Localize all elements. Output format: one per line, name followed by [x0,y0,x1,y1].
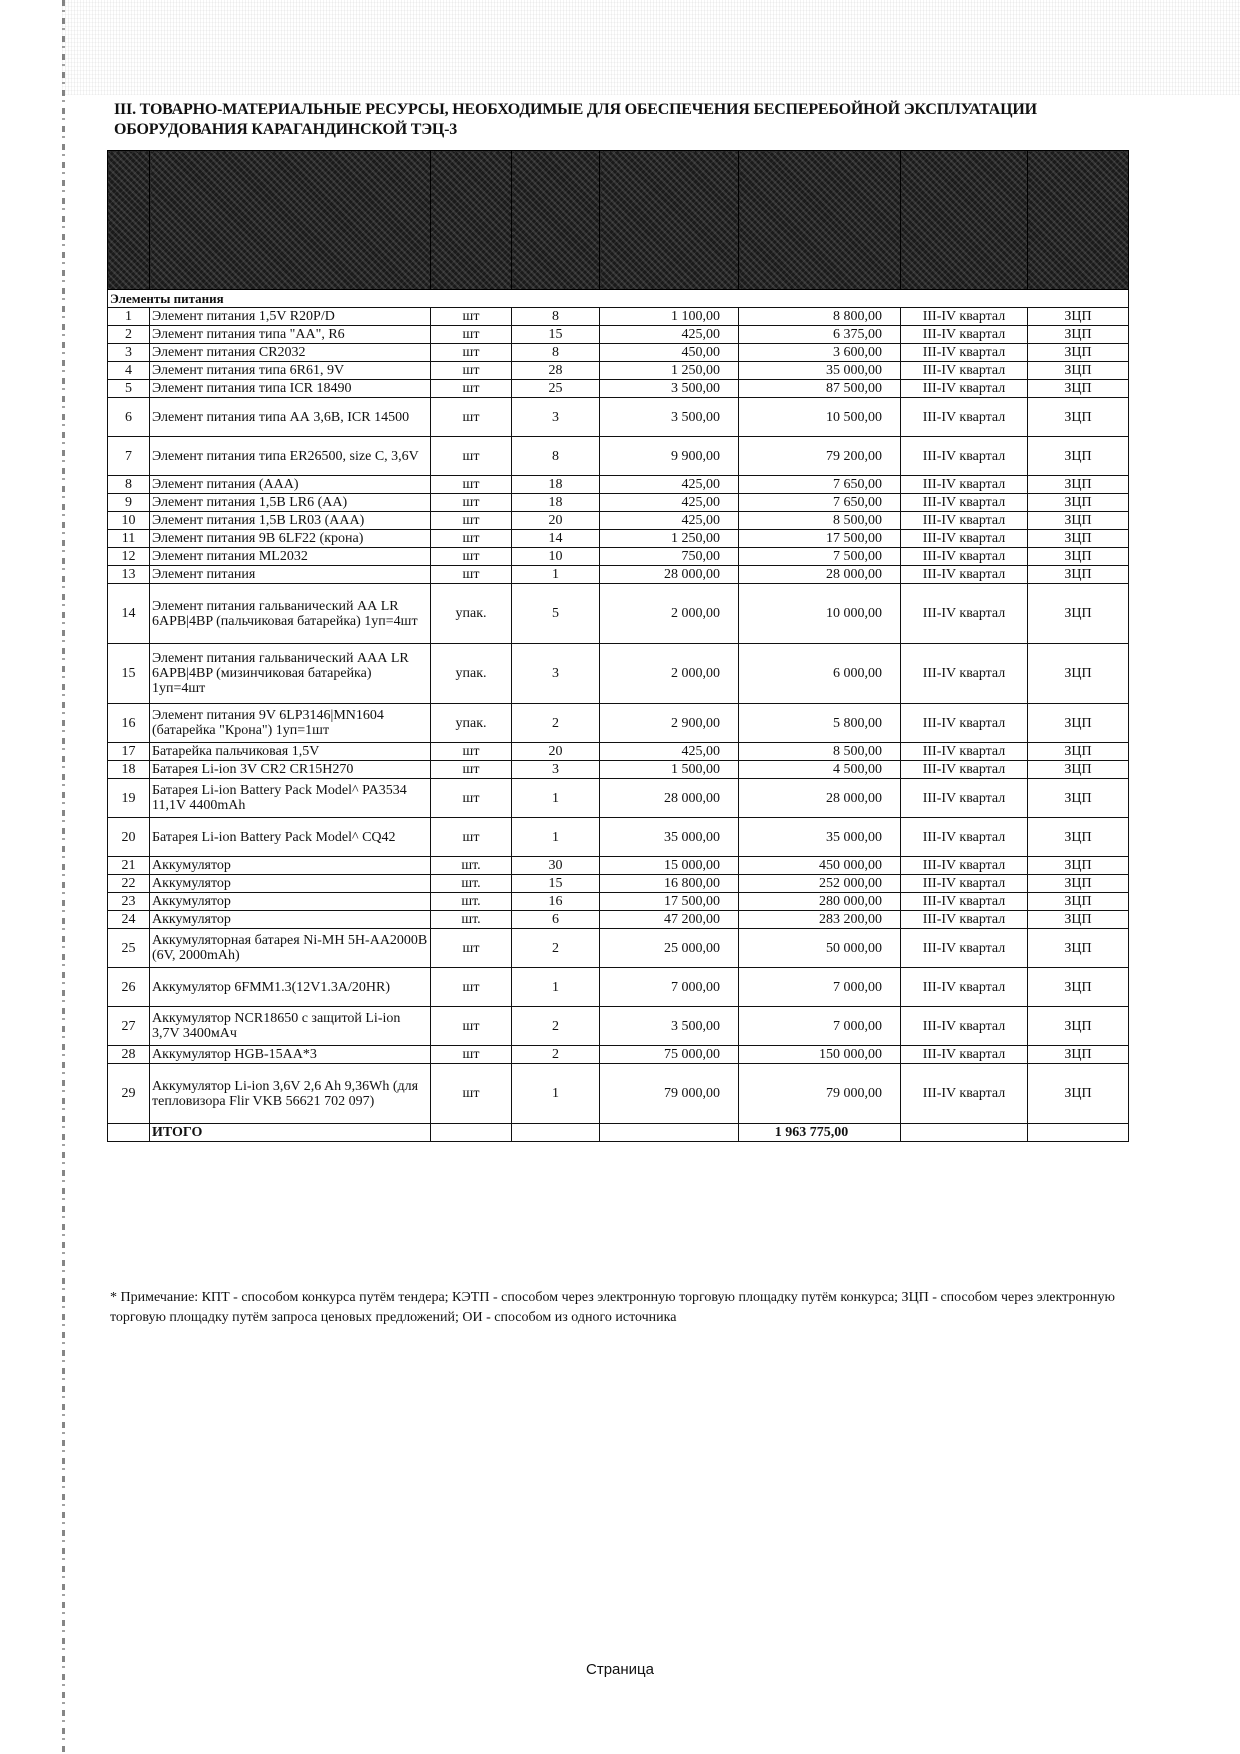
cell-period: III-IV квартал [901,704,1028,743]
cell-unit: шт [431,437,512,476]
cell-unit: шт [431,494,512,512]
cell-n: 24 [108,911,150,929]
table-row [108,929,1129,968]
cell-n: 16 [108,704,150,743]
cell-qty: 16 [512,893,600,911]
cell-n: 26 [108,968,150,1007]
section-row [108,290,1129,308]
cell-name: Батарея Li-ion Battery Pack Model^ PA3534 11,1V 4400mAh [150,779,431,818]
total-empty-cell [431,1124,512,1142]
table-row [108,398,1129,437]
cell-method: ЗЦП [1028,929,1129,968]
cell-period: III-IV квартал [901,743,1028,761]
cell-unit: упак. [431,704,512,743]
footnote: * Примечание: КПТ - способом конкурса путём тендера; КЭТП - способом через электронную торговую площадку путём конкурса; ЗЦП - способом через электронную торговую площадку путём запроса ценовых предложений; ОИ - способом из одного источника [110,1290,1115,1325]
cell-method: ЗЦП [1028,584,1129,644]
cell-name: Элемент питания 9В 6LF22 (крона) [150,530,431,548]
document-title: III. ТОВАРНО-МАТЕРИАЛЬНЫЕ РЕСУРСЫ, НЕОБХОДИМЫЕ ДЛЯ ОБЕСПЕЧЕНИЯ БЕСПЕРЕБОЙНОЙ ЭКСПЛУАТАЦИИ ОБОРУДОВАНИЯ КАРАГАНДИНСКОЙ ТЭЦ-3 [114,101,1037,138]
cell-sum: 8 500,00 [739,512,901,530]
cell-period: III-IV квартал [901,857,1028,875]
cell-qty: 20 [512,743,600,761]
cell-period: III-IV квартал [901,494,1028,512]
cell-sum: 150 000,00 [739,1046,901,1064]
cell-period: III-IV квартал [901,968,1028,1007]
cell-unit: шт. [431,857,512,875]
cell-name: Батарейка пальчиковая 1,5V [150,743,431,761]
table-row [108,1007,1129,1046]
cell-price: 16 800,00 [600,875,739,893]
table-row [108,875,1129,893]
cell-qty: 15 [512,326,600,344]
cell-unit: шт [431,362,512,380]
cell-method: ЗЦП [1028,530,1129,548]
cell-method: ЗЦП [1028,911,1129,929]
cell-name: Элемент питания (ААА) [150,476,431,494]
cell-n: 5 [108,380,150,398]
table-row [108,362,1129,380]
scan-edge [62,0,65,1754]
cell-sum: 7 650,00 [739,476,901,494]
cell-n: 10 [108,512,150,530]
total-empty-cell [1028,1124,1129,1142]
cell-price: 2 000,00 [600,584,739,644]
table-row [108,818,1129,857]
cell-qty: 10 [512,548,600,566]
cell-sum: 17 500,00 [739,530,901,548]
cell-unit: шт [431,476,512,494]
cell-unit: шт [431,380,512,398]
table-row [108,704,1129,743]
cell-qty: 6 [512,911,600,929]
cell-method: ЗЦП [1028,566,1129,584]
cell-name: Элемент питания гальванический ААА LR 6APB|4BP (мизинчиковая батарейка) 1уп=4шт [150,644,431,704]
cell-qty: 2 [512,1046,600,1064]
cell-period: III-IV квартал [901,530,1028,548]
cell-qty: 14 [512,530,600,548]
cell-sum: 79 200,00 [739,437,901,476]
cell-n: 9 [108,494,150,512]
cell-method: ЗЦП [1028,761,1129,779]
cell-sum: 7 500,00 [739,548,901,566]
cell-method: ЗЦП [1028,704,1129,743]
cell-period: III-IV квартал [901,875,1028,893]
cell-method: ЗЦП [1028,344,1129,362]
cell-price: 7 000,00 [600,968,739,1007]
total-empty-cell [108,1124,150,1142]
cell-price: 35 000,00 [600,818,739,857]
cell-method: ЗЦП [1028,968,1129,1007]
cell-sum: 10 000,00 [739,584,901,644]
cell-name: Аккумулятор NCR18650 с защитой Li-ion 3,7V 3400мАч [150,1007,431,1046]
cell-qty: 5 [512,584,600,644]
cell-n: 6 [108,398,150,437]
cell-method: ЗЦП [1028,1064,1129,1124]
cell-name: Аккумулятор [150,875,431,893]
cell-n: 8 [108,476,150,494]
cell-method: ЗЦП [1028,1046,1129,1064]
table-row [108,779,1129,818]
cell-unit: шт. [431,911,512,929]
cell-price: 425,00 [600,743,739,761]
cell-sum: 6 375,00 [739,326,901,344]
cell-method: ЗЦП [1028,875,1129,893]
cell-price: 75 000,00 [600,1046,739,1064]
cell-sum: 8 800,00 [739,308,901,326]
cell-period: III-IV квартал [901,566,1028,584]
cell-sum: 252 000,00 [739,875,901,893]
table-row [108,644,1129,704]
cell-n: 18 [108,761,150,779]
cell-name: Элемент питания 9V 6LP3146|MN1604 (батарейка "Крона") 1уп=1шт [150,704,431,743]
cell-sum: 50 000,00 [739,929,901,968]
cell-name: Аккумуляторная батарея Ni-MH 5H-AA2000B (6V, 2000mAh) [150,929,431,968]
cell-n: 11 [108,530,150,548]
cell-name: Элемент питания типа 6R61, 9V [150,362,431,380]
cell-sum: 28 000,00 [739,566,901,584]
cell-name: Аккумулятор [150,911,431,929]
cell-n: 20 [108,818,150,857]
resources-table [107,150,1129,1142]
cell-period: III-IV квартал [901,911,1028,929]
cell-method: ЗЦП [1028,437,1129,476]
cell-unit: шт [431,566,512,584]
cell-unit: упак. [431,584,512,644]
cell-sum: 28 000,00 [739,779,901,818]
cell-method: ЗЦП [1028,644,1129,704]
cell-period: III-IV квартал [901,761,1028,779]
cell-n: 19 [108,779,150,818]
page-footer: Страница [586,1661,654,1678]
cell-period: III-IV квартал [901,584,1028,644]
cell-price: 1 500,00 [600,761,739,779]
cell-method: ЗЦП [1028,818,1129,857]
cell-price: 9 900,00 [600,437,739,476]
cell-period: III-IV квартал [901,398,1028,437]
cell-n: 23 [108,893,150,911]
cell-qty: 2 [512,1007,600,1046]
cell-unit: шт [431,548,512,566]
cell-name: Элемент питания типа АА 3,6В, ICR 14500 [150,398,431,437]
cell-sum: 4 500,00 [739,761,901,779]
cell-price: 1 250,00 [600,530,739,548]
table-row [108,437,1129,476]
cell-qty: 25 [512,380,600,398]
cell-n: 1 [108,308,150,326]
cell-period: III-IV квартал [901,512,1028,530]
cell-unit: шт [431,326,512,344]
cell-sum: 7 000,00 [739,968,901,1007]
table-row [108,584,1129,644]
table-row [108,857,1129,875]
table-row [108,1064,1129,1124]
cell-method: ЗЦП [1028,512,1129,530]
cell-unit: шт [431,512,512,530]
cell-name: Аккумулятор Li-ion 3,6V 2,6 Ah 9,36Wh (для тепловизора Flir VKB 56621 702 097) [150,1064,431,1124]
cell-price: 47 200,00 [600,911,739,929]
cell-name: Батарея Li-ion Battery Pack Model^ CQ42 [150,818,431,857]
cell-n: 14 [108,584,150,644]
cell-sum: 10 500,00 [739,398,901,437]
cell-qty: 28 [512,362,600,380]
cell-price: 25 000,00 [600,929,739,968]
cell-period: III-IV квартал [901,380,1028,398]
cell-price: 425,00 [600,512,739,530]
cell-n: 15 [108,644,150,704]
total-sum: 1 963 775,00 [739,1124,901,1142]
cell-sum: 87 500,00 [739,380,901,398]
cell-price: 450,00 [600,344,739,362]
cell-unit: шт. [431,875,512,893]
cell-name: Аккумулятор 6FMM1.3(12V1.3A/20HR) [150,968,431,1007]
cell-method: ЗЦП [1028,548,1129,566]
cell-price: 79 000,00 [600,1064,739,1124]
cell-price: 425,00 [600,476,739,494]
table-row [108,911,1129,929]
cell-sum: 3 600,00 [739,344,901,362]
cell-sum: 280 000,00 [739,893,901,911]
cell-n: 4 [108,362,150,380]
cell-sum: 8 500,00 [739,743,901,761]
cell-method: ЗЦП [1028,380,1129,398]
cell-qty: 20 [512,512,600,530]
cell-qty: 8 [512,308,600,326]
cell-unit: шт [431,818,512,857]
cell-unit: упак. [431,644,512,704]
cell-price: 28 000,00 [600,566,739,584]
cell-period: III-IV квартал [901,1046,1028,1064]
cell-method: ЗЦП [1028,494,1129,512]
cell-name: Элемент питания гальванический АА LR 6APB|4BP (пальчиковая батарейка) 1уп=4шт [150,584,431,644]
cell-unit: шт [431,530,512,548]
total-row [108,1124,1129,1142]
cell-sum: 7 000,00 [739,1007,901,1046]
cell-period: III-IV квартал [901,362,1028,380]
cell-sum: 283 200,00 [739,911,901,929]
cell-sum: 7 650,00 [739,494,901,512]
cell-unit: шт [431,344,512,362]
cell-qty: 30 [512,857,600,875]
cell-unit: шт [431,1064,512,1124]
cell-qty: 3 [512,761,600,779]
cell-name: Элемент питания [150,566,431,584]
table-row [108,530,1129,548]
cell-sum: 35 000,00 [739,818,901,857]
cell-qty: 8 [512,344,600,362]
total-empty-cell [600,1124,739,1142]
cell-qty: 2 [512,704,600,743]
cell-name: Аккумулятор [150,893,431,911]
cell-name: Элемент питания типа ICR 18490 [150,380,431,398]
cell-unit: шт [431,743,512,761]
table-row [108,476,1129,494]
cell-name: Батарея Li-ion 3V CR2 CR15H270 [150,761,431,779]
cell-n: 2 [108,326,150,344]
cell-name: Элемент питания типа ER26500, size C, 3,6V [150,437,431,476]
table-row [108,512,1129,530]
cell-unit: шт. [431,893,512,911]
cell-qty: 3 [512,398,600,437]
cell-n: 22 [108,875,150,893]
cell-price: 2 900,00 [600,704,739,743]
cell-method: ЗЦП [1028,326,1129,344]
table-row [108,566,1129,584]
cell-unit: шт [431,1007,512,1046]
cell-price: 750,00 [600,548,739,566]
cell-name: Элемент питания CR2032 [150,344,431,362]
table-row [108,326,1129,344]
cell-period: III-IV квартал [901,929,1028,968]
cell-qty: 1 [512,818,600,857]
table-row [108,494,1129,512]
cell-unit: шт [431,398,512,437]
table-row [108,344,1129,362]
table-row [108,308,1129,326]
cell-period: III-IV квартал [901,893,1028,911]
cell-period: III-IV квартал [901,344,1028,362]
cell-period: III-IV квартал [901,644,1028,704]
table-row [108,1046,1129,1064]
cell-name: Элемент питания 1,5В LR03 (ААА) [150,512,431,530]
cell-period: III-IV квартал [901,1064,1028,1124]
cell-price: 1 100,00 [600,308,739,326]
cell-period: III-IV квартал [901,308,1028,326]
cell-n: 29 [108,1064,150,1124]
table-header-blacked-out [108,151,1129,290]
cell-period: III-IV квартал [901,1007,1028,1046]
cell-method: ЗЦП [1028,476,1129,494]
cell-period: III-IV квартал [901,476,1028,494]
scan-noise [62,0,1240,95]
cell-sum: 35 000,00 [739,362,901,380]
cell-qty: 8 [512,437,600,476]
cell-sum: 450 000,00 [739,857,901,875]
table-row [108,548,1129,566]
cell-qty: 1 [512,566,600,584]
cell-unit: шт [431,1046,512,1064]
cell-unit: шт [431,761,512,779]
cell-n: 28 [108,1046,150,1064]
cell-qty: 1 [512,779,600,818]
cell-period: III-IV квартал [901,548,1028,566]
cell-unit: шт [431,929,512,968]
cell-price: 28 000,00 [600,779,739,818]
cell-price: 3 500,00 [600,380,739,398]
table-row [108,893,1129,911]
cell-method: ЗЦП [1028,308,1129,326]
cell-n: 17 [108,743,150,761]
cell-price: 15 000,00 [600,857,739,875]
table-row [108,743,1129,761]
cell-sum: 6 000,00 [739,644,901,704]
table-row [108,761,1129,779]
section-label: Элементы питания [108,290,1129,308]
cell-name: Элемент питания типа "АА", R6 [150,326,431,344]
cell-name: Элемент питания 1,5V R20P/D [150,308,431,326]
cell-qty: 1 [512,1064,600,1124]
cell-name: Аккумулятор [150,857,431,875]
cell-method: ЗЦП [1028,893,1129,911]
cell-qty: 3 [512,644,600,704]
cell-period: III-IV квартал [901,437,1028,476]
cell-method: ЗЦП [1028,743,1129,761]
cell-price: 2 000,00 [600,644,739,704]
table-row [108,380,1129,398]
cell-price: 3 500,00 [600,1007,739,1046]
total-empty-cell [512,1124,600,1142]
cell-unit: шт [431,779,512,818]
cell-name: Элемент питания 1,5В LR6 (АА) [150,494,431,512]
cell-n: 7 [108,437,150,476]
cell-sum: 79 000,00 [739,1064,901,1124]
cell-n: 12 [108,548,150,566]
table-row [108,968,1129,1007]
cell-unit: шт [431,308,512,326]
cell-price: 425,00 [600,326,739,344]
total-empty-cell [901,1124,1028,1142]
cell-qty: 18 [512,494,600,512]
cell-name: Аккумулятор HGB-15AA*3 [150,1046,431,1064]
cell-method: ЗЦП [1028,857,1129,875]
cell-method: ЗЦП [1028,1007,1129,1046]
cell-sum: 5 800,00 [739,704,901,743]
cell-qty: 1 [512,968,600,1007]
total-label: ИТОГО [150,1124,431,1142]
cell-qty: 15 [512,875,600,893]
cell-method: ЗЦП [1028,779,1129,818]
cell-price: 17 500,00 [600,893,739,911]
cell-n: 25 [108,929,150,968]
cell-method: ЗЦП [1028,362,1129,380]
cell-n: 27 [108,1007,150,1046]
cell-unit: шт [431,968,512,1007]
cell-name: Элемент питания ML2032 [150,548,431,566]
cell-n: 21 [108,857,150,875]
cell-period: III-IV квартал [901,779,1028,818]
cell-n: 3 [108,344,150,362]
cell-period: III-IV квартал [901,326,1028,344]
cell-n: 13 [108,566,150,584]
cell-price: 1 250,00 [600,362,739,380]
cell-qty: 2 [512,929,600,968]
cell-period: III-IV квартал [901,818,1028,857]
cell-method: ЗЦП [1028,398,1129,437]
cell-qty: 18 [512,476,600,494]
cell-price: 3 500,00 [600,398,739,437]
cell-price: 425,00 [600,494,739,512]
